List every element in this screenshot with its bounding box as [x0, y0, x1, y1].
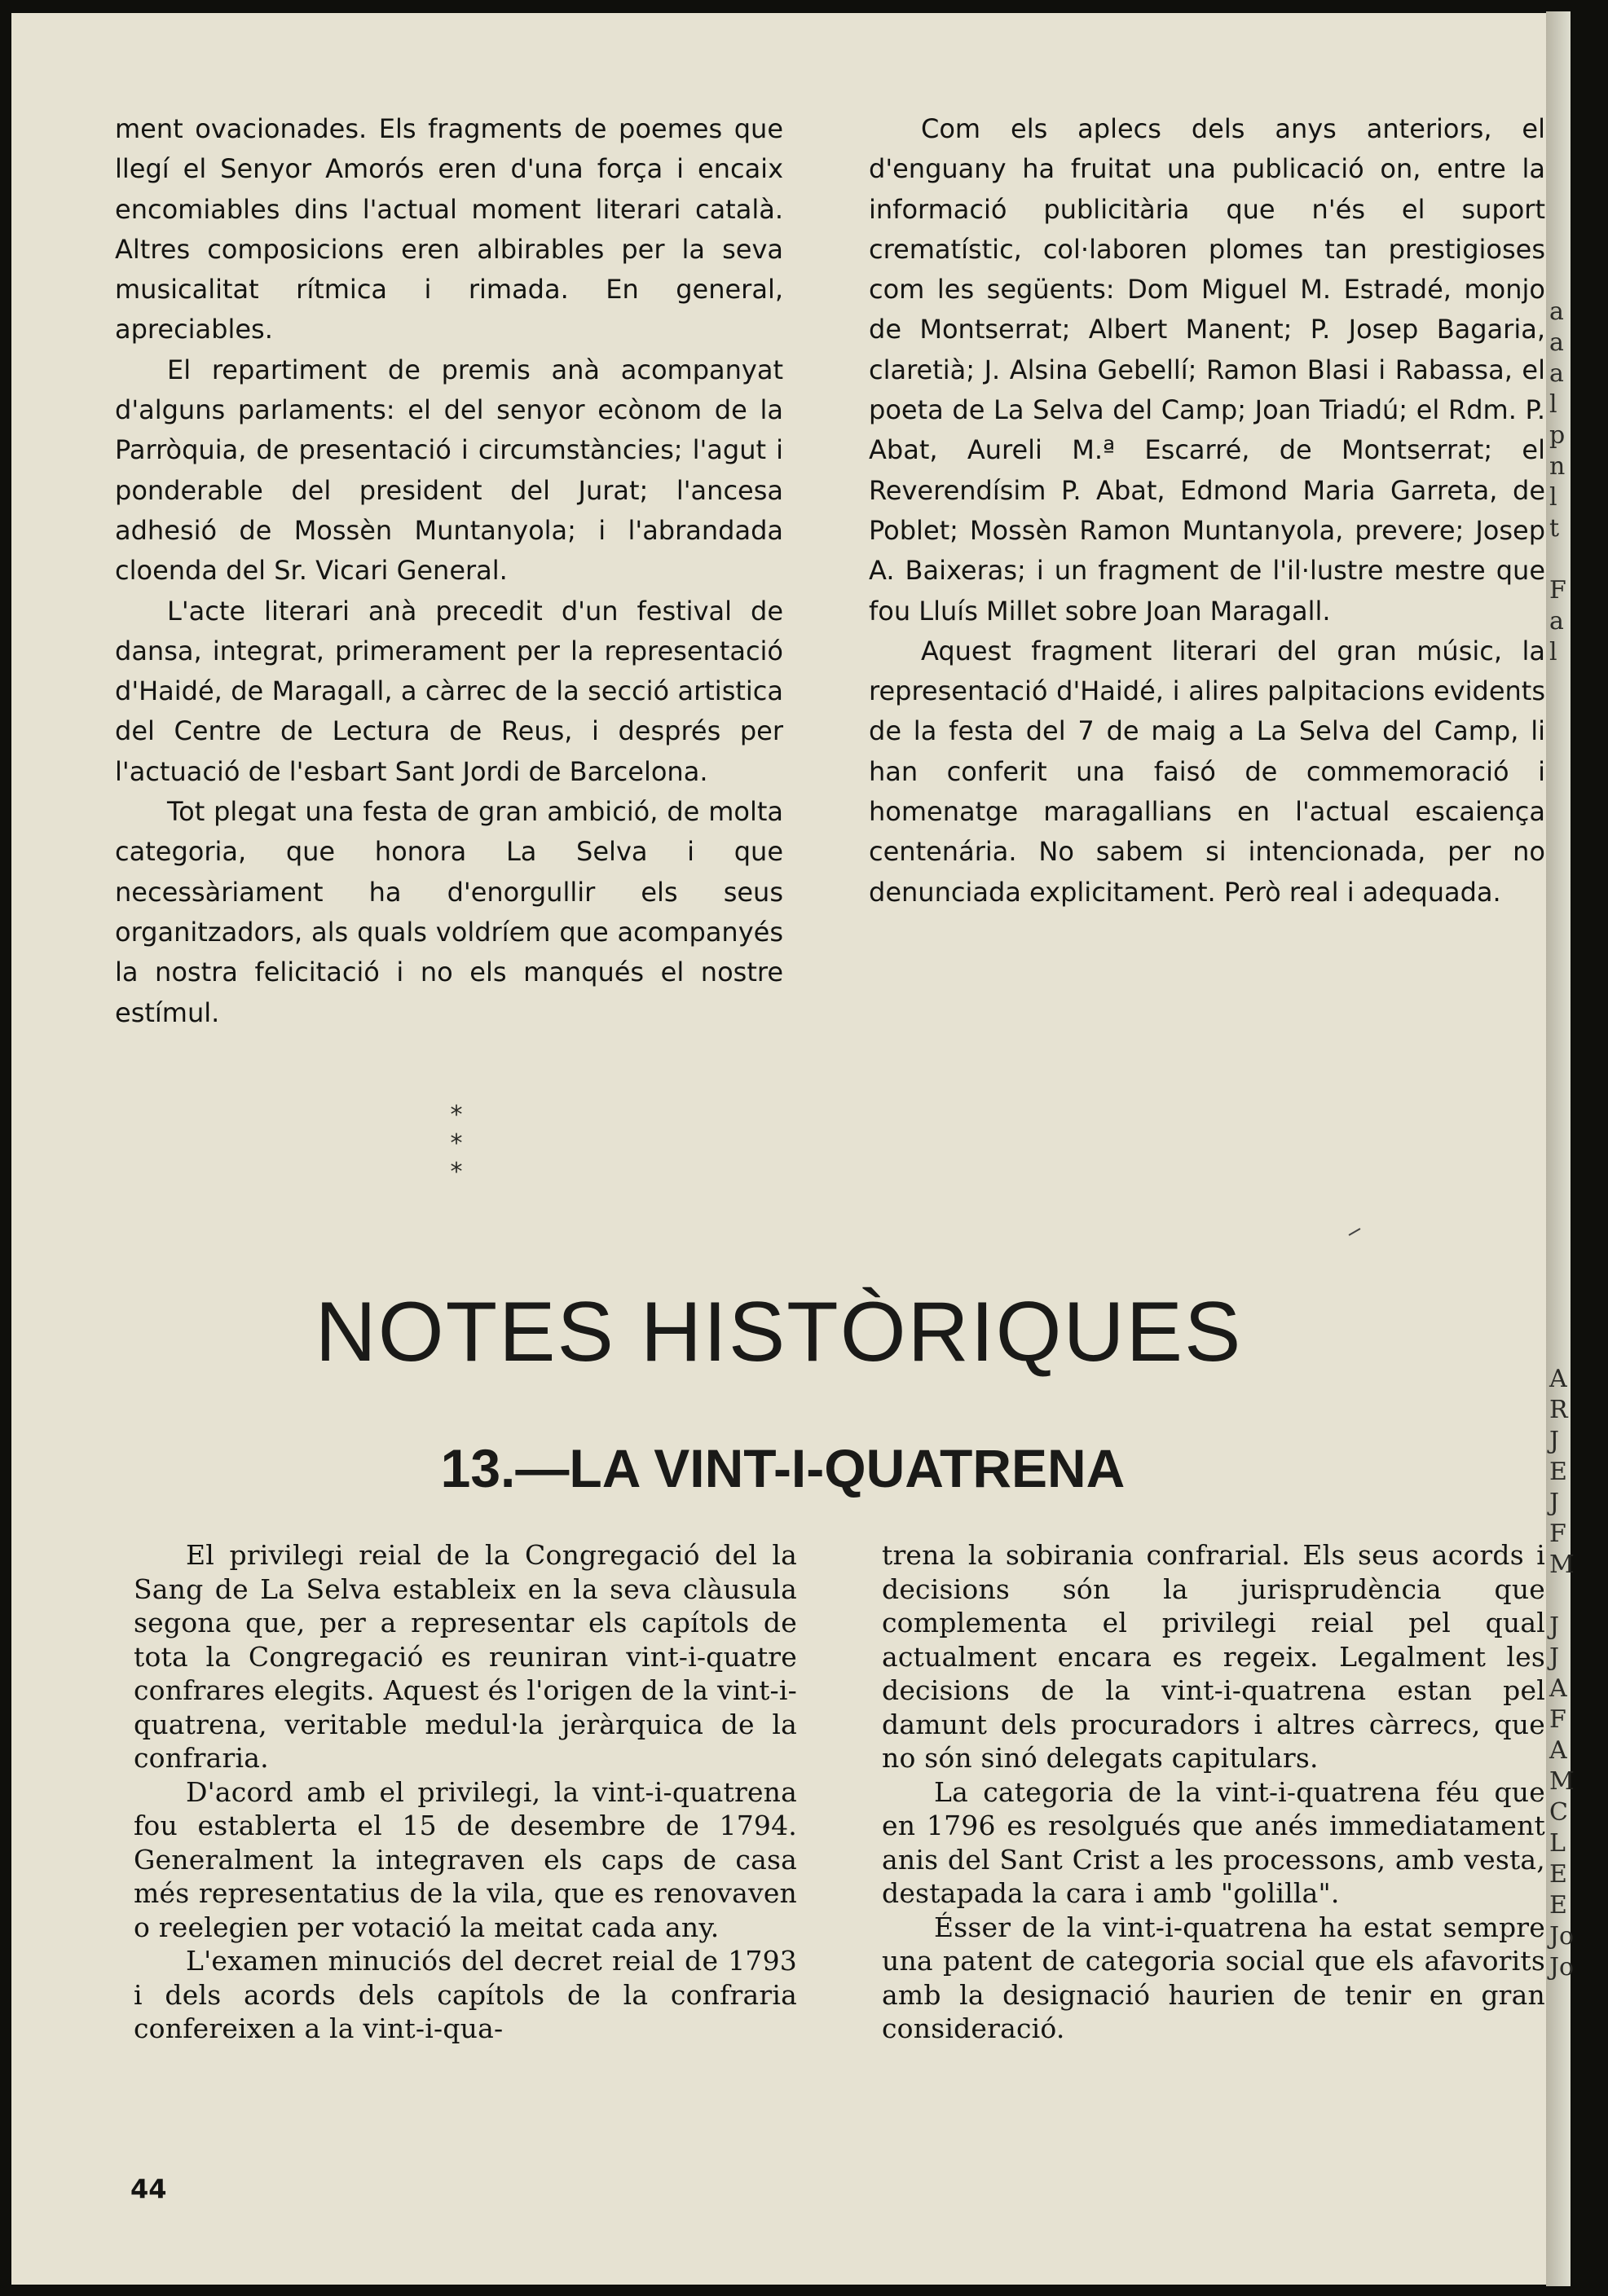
paragraph: Ésser de la vint-i-quatrena ha estat sempre una patent de categoria social que els afavorits amb la designació haurien de tenir en gran consideració.	[882, 1911, 1545, 2044]
edge-fragment: F	[1549, 1520, 1566, 1548]
edge-fragment: a	[1549, 359, 1564, 388]
edge-fragment: E	[1549, 1458, 1567, 1486]
edge-fragment: a	[1549, 328, 1564, 357]
section-subtitle: 13.—LA VINT-I-QUATRENA	[440, 1438, 1126, 1498]
paragraph: El repartiment de premis anà acompanyat d'alguns parlaments: el del senyor ecònom de la Parròquia, de presentació i circumstàncies; l'agut i ponderable del president del Jurat; l'ancesa adhesió de Mossèn Muntanyola; i l'abrandada cloenda del Sr. Vicari General.	[115, 354, 783, 587]
edge-fragment: Jo	[1549, 1953, 1575, 1982]
paragraph: ment ovacionades. Els fragments de poemes que llegí el Senyor Amorós eren d'una força i encaix encomiables dins l'actual moment literari català. Altres composicions eren albirables per la seva musicalitat rítmica i rimada. En general, apreciables.	[115, 113, 783, 345]
edge-fragment: a	[1549, 297, 1564, 326]
edge-fragment: p	[1549, 421, 1566, 450]
paragraph: El privilegi reial de la Congregació del la Sang de La Selva estableix en la seva clàusula segona que, per a representar els capítols de tota la Congregació es reuniran vint-i-quatre confrares elegits. Aquest és l'origen de la vint-i-quatrena, veritable medul·la jeràrquica de la confraria.	[134, 1539, 797, 1774]
edge-fragment: J	[1549, 1643, 1560, 1672]
paragraph: trena la sobirania confrarial. Els seus acords i decisions són la jurisprudència que complementa el privilegi reial pel qual actualment encara es regeix. Legalment les decisions de la vint-i-quatrena estan pel damunt dels procuradors i altres càrrecs, que no són sinó delegats capitulars.	[882, 1539, 1545, 1774]
edge-fragment: M	[1549, 1550, 1575, 1579]
edge-fragment: F	[1549, 576, 1566, 605]
top-right-column	[869, 109, 1545, 913]
paragraph: Aquest fragment literari del gran músic, la representació d'Haidé, i alires palpitacions evidents de la festa del 7 de maig a La Selva del Camp, li han conferit una faisó de commemoració i homenatge maragallians en l'actual escaiença centenária. No sabem si intencionada, per no denunciada explicitament. Però real i adequada.	[869, 635, 1545, 908]
edge-fragments-upper	[1549, 297, 1566, 668]
magazine-page	[11, 13, 1546, 2285]
edge-fragment: l	[1549, 390, 1557, 419]
edge-fragment: M	[1549, 1767, 1575, 1796]
section-title: NOTES HISTÒRIQUES	[315, 1285, 1243, 1379]
paragraph: D'acord amb el privilegi, la vint-i-quatrena fou establerta el 15 de desembre de 1794. Generalment la integraven els caps de casa més representatius de la vila, que es renovaven o reelegien per votació la meitat cada any.	[134, 1775, 797, 1943]
edge-fragment	[1549, 1581, 1575, 1612]
edge-fragment: A	[1549, 1674, 1567, 1703]
paragraph: La categoria de la vint-i-quatrena féu que en 1796 es resolgués que anés immediatament anis del Sant Crist a les processons, amb vesta, destapada la cara i amb "golilla".	[882, 1775, 1545, 1909]
edge-fragment: F	[1549, 1705, 1566, 1734]
section-separator: * * *	[450, 1101, 486, 1186]
edge-fragment: Jo	[1549, 1922, 1575, 1951]
edge-fragment: C	[1549, 1798, 1568, 1827]
edge-fragment: A	[1549, 1365, 1567, 1393]
adjacent-page-edge	[1546, 11, 1575, 2286]
edge-fragment: l	[1549, 638, 1557, 666]
print-mark	[1349, 1228, 1361, 1236]
edge-fragment	[1549, 544, 1566, 575]
edge-fragment: J	[1549, 1489, 1560, 1517]
edge-fragment: E	[1549, 1860, 1567, 1889]
edge-fragment: A	[1549, 1736, 1567, 1765]
top-left-column	[115, 109, 783, 1033]
edge-fragment: E	[1549, 1891, 1567, 1920]
page-number: 44	[130, 2174, 167, 2205]
paragraph: Tot plegat una festa de gran ambició, de molta categoria, que honora La Selva i que necessàriament ha d'enorgullir els seus organitzadors, als quals voldríem que acompanyés la nostra felicitació i no els manqués el nostre estímul.	[115, 796, 783, 1028]
edge-fragment: a	[1549, 607, 1564, 636]
edge-fragment: J	[1549, 1612, 1560, 1641]
edge-fragment: t	[1549, 514, 1560, 543]
bottom-left-column	[134, 1538, 797, 2046]
bottom-right-column	[882, 1538, 1545, 2046]
edge-fragment: n	[1549, 452, 1566, 481]
edge-fragments-lower	[1549, 1364, 1575, 1983]
paragraph: L'acte literari anà precedit d'un festival de dansa, integrat, primerament per la representació d'Haidé, de Maragall, a càrrec de la secció artistica del Centre de Lectura de Reus, i després per l'actuació de l'esbart Sant Jordi de Barcelona.	[115, 595, 783, 787]
edge-fragment: R	[1549, 1396, 1568, 1424]
paragraph: Com els aplecs dels anys anteriors, el d'enguany ha fruitat una publicació on, entre la informació publicitària que n'és el suport crematístic, col·laboren plomes tan prestigioses com les següents: Dom Miguel M. Estradé, monjo de Montserrat; Albert Manent; P. Josep Bagaria, claretià; J. Alsina Gebellí; Ramon Blasi i Rabassa, el poeta de La Selva del Camp; Joan Triadú; el Rdm. P. Abat, Aureli M.ª Escarré, de Montserrat; el Reverendísim P. Abat, Edmond Maria Garreta, de Poblet; Mossèn Ramon Muntanyola, prevere; Josep A. Baixeras; i un fragment de l'il·lustre mestre que fou Lluís Millet sobre Joan Maragall.	[869, 113, 1545, 627]
edge-fragment: J	[1549, 1427, 1560, 1455]
edge-fragment: l	[1549, 483, 1557, 512]
paragraph: L'examen minuciós del decret reial de 1793 i dels acords dels capítols de la confraria confereixen a la vint-i-qua-	[134, 1945, 797, 2044]
edge-fragment: L	[1549, 1829, 1566, 1858]
